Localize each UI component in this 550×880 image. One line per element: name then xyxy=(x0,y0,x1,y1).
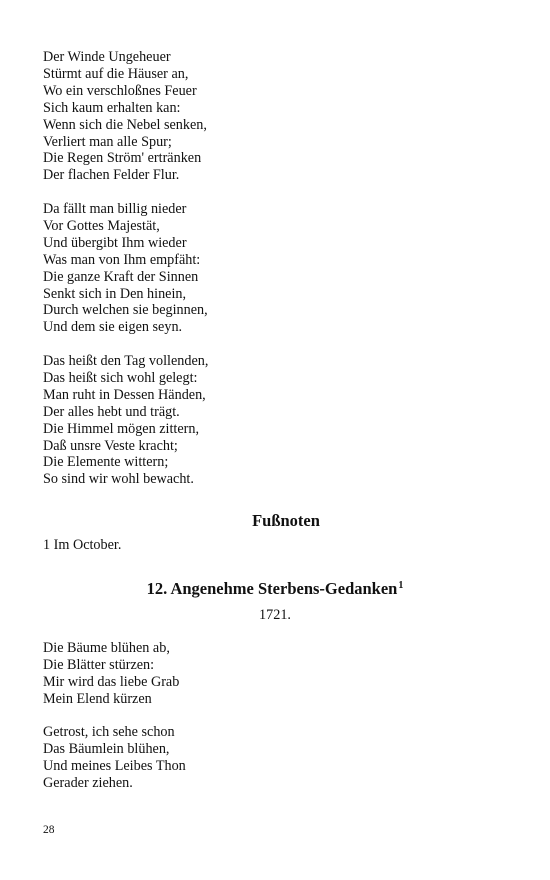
verse-line: Das Bäumlein blühen, xyxy=(43,740,170,757)
verse-line: Der alles hebt und trägt. xyxy=(43,403,180,420)
verse-line: Mir wird das liebe Grab xyxy=(43,673,180,690)
poem-title-text: 12. Angenehme Sterbens-Gedanken xyxy=(146,579,398,598)
footnotes-heading: Fußnoten xyxy=(252,511,320,530)
verse-line: Das heißt den Tag vollenden, xyxy=(43,353,209,369)
stanza-1 xyxy=(43,49,207,184)
verse-line: Sich kaum erhalten kan: xyxy=(43,99,181,116)
footnote-item: 1 Im October. xyxy=(43,537,122,553)
verse-line: Mein Elend kürzen xyxy=(43,690,152,707)
verse-line: Da fällt man billig nieder xyxy=(43,201,187,217)
verse-line: Vor Gottes Majestät, xyxy=(43,217,160,234)
verse-line: Der flachen Felder Flur. xyxy=(43,167,180,184)
verse-line: Senkt sich in Den hinein, xyxy=(43,285,187,302)
verse-line: Daß unsre Veste kracht; xyxy=(43,437,178,454)
verse-line: Die ganze Kraft der Sinnen xyxy=(43,268,199,285)
verse-line: Der Winde Ungeheuer xyxy=(43,49,171,65)
verse-line: Und meines Leibes Thon xyxy=(43,757,186,774)
verse-line: Man ruht in Dessen Händen, xyxy=(43,386,206,403)
verse-line: Die Himmel mögen zittern, xyxy=(43,420,200,437)
footnote-marker[interactable]: 1 xyxy=(398,580,404,591)
poem-title xyxy=(0,579,550,599)
stanza-3 xyxy=(43,353,208,488)
verse-line: Das heißt sich wohl gelegt: xyxy=(43,369,198,386)
stanza-2 xyxy=(43,201,208,336)
verse-line: Getrost, ich sehe schon xyxy=(43,724,175,740)
verse-line: Gerader ziehen. xyxy=(43,774,133,791)
poem-stanza-1 xyxy=(43,640,179,708)
verse-line: Stürmt auf die Häuser an, xyxy=(43,65,189,82)
verse-line: Durch welchen sie beginnen, xyxy=(43,302,208,319)
poem-year: 1721. xyxy=(259,607,291,623)
verse-line: Die Blätter stürzen: xyxy=(43,656,155,673)
verse-line: Verliert man alle Spur; xyxy=(43,133,172,150)
verse-line: So sind wir wohl bewacht. xyxy=(43,471,194,488)
poem-stanza-2 xyxy=(43,724,186,792)
verse-line: Und dem sie eigen seyn. xyxy=(43,319,183,336)
page-number: 28 xyxy=(43,824,55,836)
verse-line: Wo ein verschloßnes Feuer xyxy=(43,82,197,99)
verse-line: Die Regen Ström' ertränken xyxy=(43,150,202,167)
verse-line: Wenn sich die Nebel senken, xyxy=(43,116,207,133)
verse-line: Was man von Ihm empfäht: xyxy=(43,251,201,268)
verse-line: Die Elemente wittern; xyxy=(43,454,169,471)
verse-line: Und übergibt Ihm wieder xyxy=(43,234,187,251)
verse-line: Die Bäume blühen ab, xyxy=(43,640,170,656)
